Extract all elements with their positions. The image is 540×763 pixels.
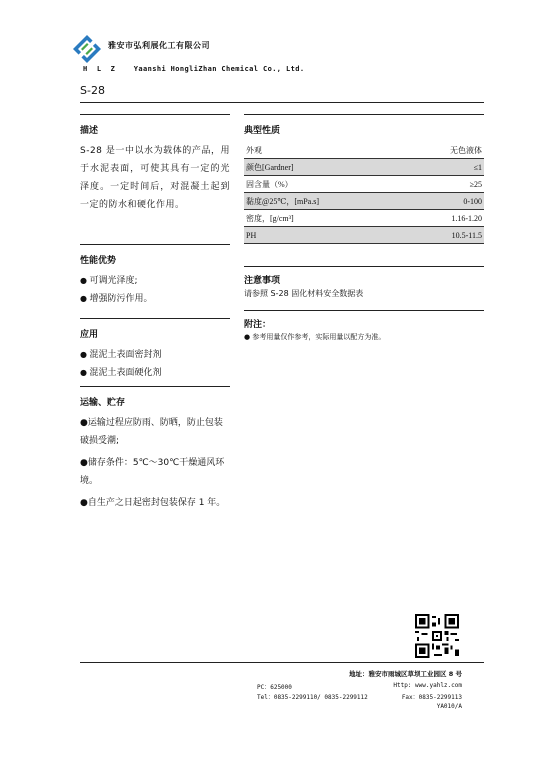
description-section [80, 114, 230, 214]
storage-section [80, 386, 230, 516]
website-link[interactable]: Http: www.yahlz.com [393, 682, 462, 689]
storage-item: ●运输过程应防雨、防晒，防止包装破损受潮; [80, 418, 223, 446]
property-label: 颜色[Gardner] [244, 159, 408, 176]
storage-divider [80, 386, 230, 387]
notes-divider [244, 266, 484, 267]
list-item: ● 增强防污作用。 [80, 290, 230, 308]
remarks-text-content: 参考用量仅作参考，实际用量以配方为准。 [252, 333, 386, 341]
advantages-title: 性能优势 [80, 256, 117, 266]
property-value: 10.5-11.5 [408, 227, 484, 244]
table-row [244, 210, 484, 227]
list-item: ● 可调光泽度; [80, 272, 230, 290]
company-name-cn: 雅安市弘利展化工有限公司 [108, 41, 210, 50]
applications-title: 应用 [80, 330, 99, 340]
remarks-text: ● 参考用量仅作参考，实际用量以配方为准。 [244, 333, 386, 341]
remarks-section [244, 310, 484, 342]
applications-section [80, 318, 230, 382]
table-row [244, 142, 484, 159]
product-code: S-28 [80, 84, 105, 97]
property-label: 黏度@25℃，[mPa.s] [244, 193, 408, 210]
fax: Fax：0835-2299113 [401, 694, 462, 701]
telephone: Tel：0835-2299110/ 0835-2299112 [257, 694, 368, 701]
description-title: 描述 [80, 126, 99, 136]
hlz-logo-icon [72, 34, 102, 64]
remarks-divider [244, 310, 484, 311]
description-text: S-28 是一中以水为载体的产品，用于水泥表面，可使其具有一定的光泽度。一定时间后，对混凝土起到一定的防水和硬化作用。 [80, 146, 230, 210]
description-divider [80, 114, 230, 115]
advantages-section [80, 244, 230, 308]
qr-code-icon [415, 614, 459, 658]
table-row [244, 193, 484, 210]
property-label: 密度，[g/cm³] [244, 210, 408, 227]
storage-title: 运输、贮存 [80, 398, 126, 408]
storage-item: ●储存条件：5℃～30℃干燥通风环境。 [80, 458, 225, 486]
properties-divider [244, 114, 484, 115]
document-code: YA010/A [436, 703, 462, 710]
properties-table [244, 142, 484, 244]
notes-title: 注意事项 [244, 276, 281, 286]
notes-section [244, 266, 484, 299]
address: 地址：雅安市雨城区草坝工业园区 8 号 [348, 670, 462, 678]
postal-code: PC：625000 [257, 684, 292, 691]
property-value: 无色液体 [408, 142, 484, 159]
property-value: ≤1 [408, 159, 484, 176]
applications-divider [80, 318, 230, 319]
property-label: 外观 [244, 142, 408, 159]
property-label: 固含量（%） [244, 176, 408, 193]
property-label: PH [244, 227, 408, 244]
table-row [244, 227, 484, 244]
remarks-title: 附注： [244, 320, 272, 330]
table-row [244, 176, 484, 193]
advantages-divider [80, 244, 230, 245]
properties-section [244, 114, 484, 244]
property-value: 0-100 [408, 193, 484, 210]
company-name-en: H L Z Yaanshi HongliZhan Chemical Co., Ltd. [83, 65, 305, 73]
property-value: ≥25 [408, 176, 484, 193]
table-row [244, 159, 484, 176]
notes-text: 请参照 S-28 固化材料安全数据表 [244, 289, 364, 298]
storage-item: ●自生产之日起密封包装保存 1 年。 [80, 498, 226, 508]
list-item: ● 混泥土表面硬化剂 [80, 364, 230, 382]
footer-divider [80, 662, 484, 663]
properties-title: 典型性质 [244, 126, 281, 136]
property-value: 1.16-1.20 [408, 210, 484, 227]
header-divider [80, 102, 484, 103]
list-item: ● 混泥土表面密封剂 [80, 346, 230, 364]
